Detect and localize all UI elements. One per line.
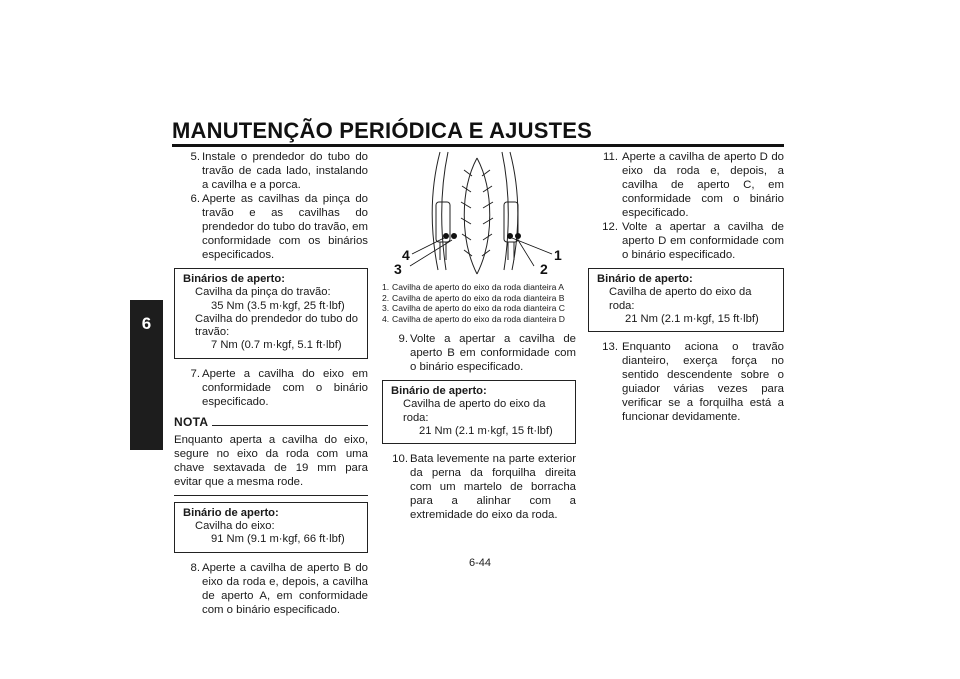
- step-12: [588, 220, 784, 262]
- callout-2: 2: [540, 261, 548, 276]
- step-10: [382, 452, 576, 522]
- page-number: 6-44: [468, 557, 492, 569]
- caption-number: 2.: [382, 292, 390, 303]
- step-text: Enquanto aciona o travão dianteiro, exerça força no sentido descendente sobre o guiador várias vezes para verificar se a forquilha está a funcionar devidamente.: [622, 341, 784, 424]
- bolt-b: [515, 233, 521, 239]
- step-text: Instale o prendedor do tubo do travão de cada lado, instalando a cavilha e a porca.: [202, 151, 368, 191]
- step-text: Aperte a cavilha do eixo em conformidade com o binário especificado.: [202, 367, 368, 408]
- torque-box-title: Binário de aperto:: [183, 506, 279, 519]
- figure-captions: [382, 282, 576, 324]
- column-3: [588, 150, 784, 424]
- chapter-number: 6: [141, 314, 152, 333]
- torque-box: [588, 268, 784, 332]
- chapter-tab: [130, 300, 163, 450]
- note-end-rule: [174, 495, 368, 496]
- step-7: [174, 367, 368, 409]
- torque-line: Cavilha da pinça do travão:: [195, 286, 331, 299]
- step-number: 8.: [190, 561, 200, 574]
- callout-3: 3: [394, 261, 402, 276]
- note-rule: [212, 425, 368, 426]
- caption-number: 1.: [382, 282, 390, 292]
- torque-value: 21 Nm (2.1 m·kgf, 15 ft·lbf): [625, 312, 759, 325]
- caption-4: [382, 314, 576, 325]
- torque-value: 21 Nm (2.1 m·kgf, 15 ft·lbf): [419, 424, 553, 437]
- caption-2: [382, 293, 576, 304]
- page-title: MANUTENÇÃO PERIÓDICA E AJUSTES: [172, 118, 592, 143]
- step-number: 5.: [190, 151, 200, 163]
- column-1: [174, 150, 368, 617]
- front-wheel-illustration: [382, 150, 572, 276]
- note-header: [174, 415, 368, 429]
- torque-line: Cavilha de aperto do eixo da roda:: [403, 398, 546, 424]
- step-text: Aperte a cavilha de aperto D do eixo da roda e, depois, a cavilha de aperto C, em conformidade com o binário especificado.: [622, 151, 784, 219]
- step-number: 10.: [392, 453, 408, 466]
- torque-box: [174, 502, 368, 553]
- step-8: [174, 561, 368, 617]
- step-number: 13.: [602, 341, 618, 354]
- caption-number: 3.: [382, 303, 390, 313]
- column-2: [382, 150, 576, 522]
- step-number: 6.: [190, 193, 200, 205]
- torque-line: Cavilha de aperto do eixo da roda:: [609, 286, 752, 312]
- step-text: Volte a apertar a cavilha de aperto B em conformidade com o binário especificado.: [410, 333, 576, 373]
- torque-box-title: Binário de aperto:: [391, 385, 487, 397]
- caption-text: Cavilha de aperto do eixo da roda dianteira B: [392, 292, 565, 303]
- step-text: Bata levemente na parte exterior da perna da forquilha direita com um martelo de borracha para a alinhar com a extremidade do eixo da roda.: [410, 453, 576, 522]
- caption-number: 4.: [382, 313, 390, 324]
- callout-1: 1: [554, 247, 562, 263]
- torque-box-title: Binários de aperto:: [183, 273, 285, 285]
- torque-box-title: Binário de aperto:: [597, 273, 693, 285]
- torque-box: [174, 268, 368, 359]
- caption-1: [382, 282, 576, 293]
- torque-box: [382, 380, 576, 444]
- caption-text: Cavilha de aperto do eixo da roda dianteira D: [392, 313, 565, 324]
- step-13: [588, 340, 784, 424]
- step-6: [174, 192, 368, 262]
- step-text: Aperte as cavilhas da pinça do travão e as cavilhas do prendedor do tubo do travão, em conformidade com os binários especificados.: [202, 193, 368, 261]
- torque-line: Cavilha do eixo:: [195, 520, 275, 533]
- torque-value: 35 Nm (3.5 m·kgf, 25 ft·lbf): [211, 299, 345, 312]
- step-text: Aperte a cavilha de aperto B do eixo da roda e, depois, a cavilha de aperto A, em conformidade com o binário especificado.: [202, 561, 368, 616]
- header-rule: [172, 144, 784, 147]
- torque-value: 7 Nm (0.7 m·kgf, 5.1 ft·lbf): [211, 339, 342, 352]
- torque-value: 91 Nm (9.1 m·kgf, 66 ft·lbf): [211, 533, 345, 546]
- step-number: 12.: [602, 221, 618, 233]
- step-number: 11.: [603, 151, 618, 163]
- callout-4: 4: [402, 247, 410, 263]
- caption-text: Cavilha de aperto do eixo da roda dianteira C: [392, 303, 565, 313]
- note-label: NOTA: [174, 414, 209, 429]
- note-text: Enquanto aperta a cavilha do eixo, segure no eixo da roda com uma chave sextavada de 19 mm para evitar que a mesma rode.: [174, 433, 368, 488]
- step-number: 7.: [190, 367, 200, 380]
- step-number: 9.: [398, 333, 408, 345]
- caption-text: Cavilha de aperto do eixo da roda dianteira A: [392, 282, 564, 292]
- bolt-c: [451, 233, 457, 239]
- step-11: [588, 150, 784, 220]
- step-text: Volte a apertar a cavilha de aperto D em conformidade com o binário especificado.: [622, 221, 784, 261]
- step-9: [382, 332, 576, 374]
- caption-3: [382, 303, 576, 314]
- torque-line: Cavilha do prendedor do tubo do travão:: [195, 312, 358, 339]
- step-5: [174, 150, 368, 192]
